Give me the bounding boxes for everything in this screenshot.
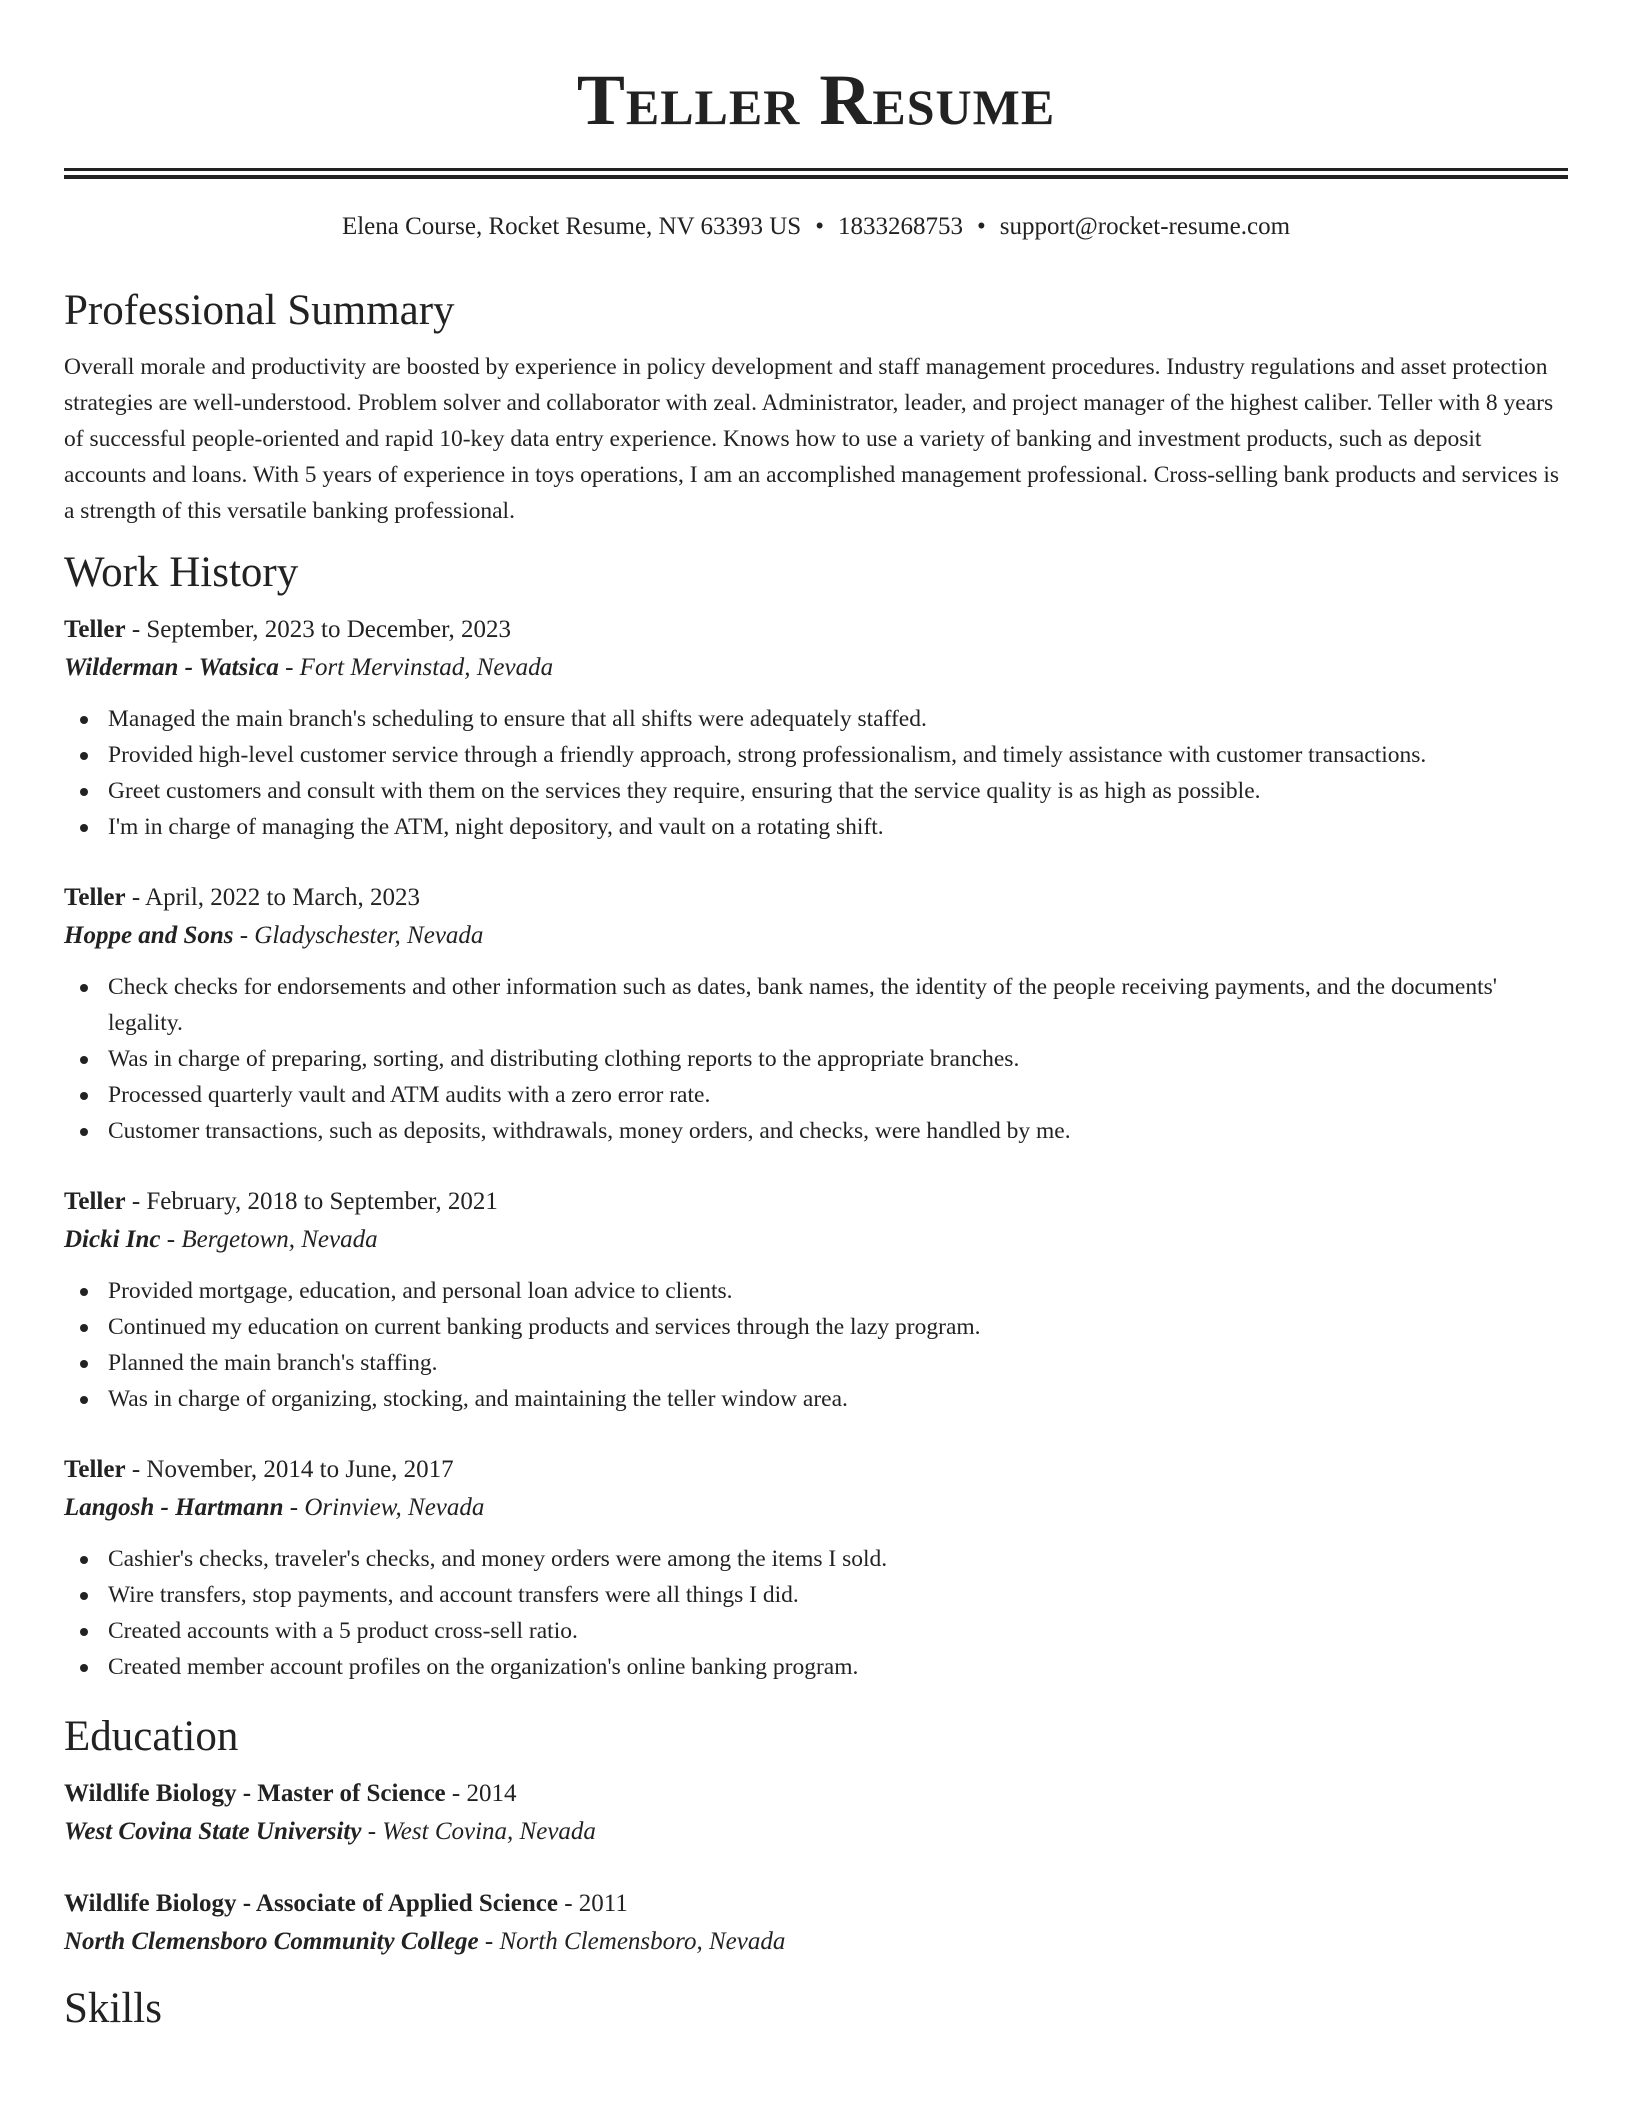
skills-heading: Skills — [64, 1985, 162, 2032]
job-bullets — [64, 969, 1568, 1149]
job-bullets — [64, 1541, 1568, 1685]
list-item: Wire transfers, stop payments, and account transfers were all things I did. — [64, 1577, 1568, 1613]
education-degree: Wildlife Biology - Associate of Applied Science — [64, 1890, 558, 1917]
job-company-line — [64, 917, 1568, 955]
list-item: Greet customers and consult with them on the services they require, ensuring that the service quality is as high as possible. — [64, 773, 1568, 809]
job-title-line — [64, 611, 1568, 649]
job-company-line — [64, 649, 1568, 687]
summary-heading: Professional Summary — [64, 287, 455, 334]
education-entry — [64, 1775, 1568, 1851]
education-location: - West Covina, Nevada — [361, 1818, 596, 1845]
work-history-heading: Work History — [64, 549, 299, 596]
job-bullets — [64, 701, 1568, 845]
job-entry — [64, 611, 1568, 845]
job-title: Teller — [64, 1456, 126, 1483]
list-item: Check checks for endorsements and other information such as dates, bank names, the identity of the people receiving payments, and the documents' legality. — [64, 969, 1568, 1041]
job-entry — [64, 1451, 1568, 1685]
contact-phone: 1833268753 — [837, 213, 963, 240]
job-location: - Fort Mervinstad, Nevada — [278, 654, 554, 681]
job-bullets — [64, 1273, 1568, 1417]
education-heading: Education — [64, 1713, 239, 1760]
education-school-line — [64, 1813, 1568, 1851]
education-year: - 2011 — [557, 1890, 628, 1917]
job-title: Teller — [64, 1188, 126, 1215]
education-school: West Covina State University — [64, 1818, 362, 1845]
job-dates: - November, 2014 to June, 2017 — [125, 1456, 454, 1483]
list-item: Was in charge of preparing, sorting, and distributing clothing reports to the appropriate branches. — [64, 1041, 1568, 1077]
job-dates: - April, 2022 to March, 2023 — [125, 884, 420, 911]
list-item: Created accounts with a 5 product cross-sell ratio. — [64, 1613, 1568, 1649]
job-entry — [64, 879, 1568, 1149]
title-divider — [64, 168, 1568, 179]
job-location: - Gladyschester, Nevada — [233, 922, 484, 949]
job-location: - Bergetown, Nevada — [160, 1226, 378, 1253]
education-location: - North Clemensboro, Nevada — [478, 1928, 786, 1955]
contact-separator: • — [976, 213, 986, 240]
list-item: Cashier's checks, traveler's checks, and money orders were among the items I sold. — [64, 1541, 1568, 1577]
list-item: Planned the main branch's staffing. — [64, 1345, 1568, 1381]
job-dates: - February, 2018 to September, 2021 — [125, 1188, 498, 1215]
list-item: Provided high-level customer service through a friendly approach, strong professionalism, and timely assistance with customer transactions. — [64, 737, 1568, 773]
education-degree: Wildlife Biology - Master of Science — [64, 1780, 446, 1807]
list-item: Managed the main branch's scheduling to ensure that all shifts were adequately staffed. — [64, 701, 1568, 737]
summary-text: Overall morale and productivity are boosted by experience in policy development and staff management procedures. Industry regulations and asset protection strategies are well-understood. Problem solver and collaborator with zeal. Administrator, leader, and project manager of the highest caliber. Teller with 8 years of successful people-oriented and rapid 10-key data entry experience. Knows how to use a variety of banking and investment products, such as deposit accounts and loans. With 5 years of experience in toys operations, I am an accomplished management professional. Cross-selling bank products and services is a strength of this versatile banking professional. — [64, 354, 1560, 524]
job-company-line — [64, 1489, 1568, 1527]
list-item: Created member account profiles on the organization's online banking program. — [64, 1649, 1568, 1685]
job-company: Dicki Inc — [64, 1226, 161, 1253]
contact-email: support@rocket-resume.com — [999, 213, 1291, 240]
job-company: Wilderman - Watsica — [64, 654, 279, 681]
contact-line — [64, 211, 1568, 243]
list-item: I'm in charge of managing the ATM, night depository, and vault on a rotating shift. — [64, 809, 1568, 845]
job-entry — [64, 1183, 1568, 1417]
education-degree-line — [64, 1885, 1568, 1923]
job-title-line — [64, 1183, 1568, 1221]
job-title: Teller — [64, 616, 126, 643]
job-dates: - September, 2023 to December, 2023 — [125, 616, 511, 643]
job-company: Langosh - Hartmann — [64, 1494, 284, 1521]
education-year: - 2014 — [445, 1780, 517, 1807]
list-item: Was in charge of organizing, stocking, and maintaining the teller window area. — [64, 1381, 1568, 1417]
education-school: North Clemensboro Community College — [64, 1928, 479, 1955]
education-school-line — [64, 1923, 1568, 1961]
list-item: Continued my education on current banking products and services through the lazy program. — [64, 1309, 1568, 1345]
list-item: Processed quarterly vault and ATM audits with a zero error rate. — [64, 1077, 1568, 1113]
list-item: Provided mortgage, education, and personal loan advice to clients. — [64, 1273, 1568, 1309]
resume-title: Teller Resume — [576, 60, 1056, 140]
education-degree-line — [64, 1775, 1568, 1813]
education-entry — [64, 1885, 1568, 1961]
job-title-line — [64, 1451, 1568, 1489]
job-title: Teller — [64, 884, 126, 911]
job-company-line — [64, 1221, 1568, 1259]
job-title-line — [64, 879, 1568, 917]
list-item: Customer transactions, such as deposits, withdrawals, money orders, and checks, were handled by me. — [64, 1113, 1568, 1149]
contact-address: Elena Course, Rocket Resume, NV 63393 US — [341, 213, 802, 240]
job-location: - Orinview, Nevada — [283, 1494, 485, 1521]
job-company: Hoppe and Sons — [64, 922, 234, 949]
contact-separator: • — [815, 213, 824, 240]
